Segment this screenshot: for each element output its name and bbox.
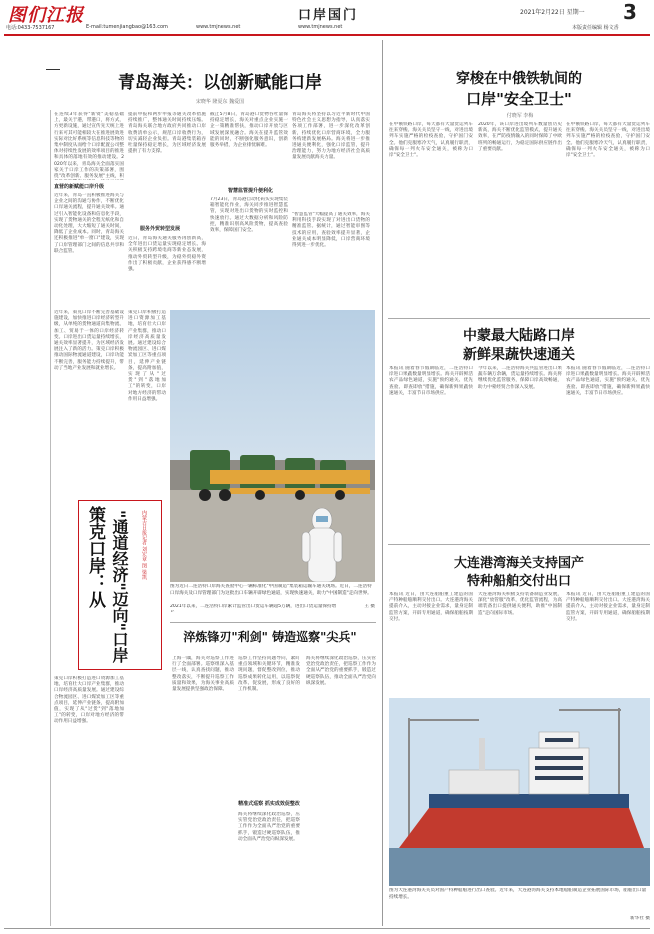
masthead-logo-text: 图们江报 <box>8 5 84 26</box>
main-col4-text-b: "智慧监管"大幅提高了通关效率，海关利用科技手段实现了对进出口货物的精准监管。据统计，通过智能审图等技术的应用，查验效率提升显著，企业通关成本明显降低，口岸营商环境得到进一步优化。 <box>292 212 370 249</box>
main-col3-text-b: 7月23日，青岛港自动化码头实现集装箱智能化作业，海关同步推进智慧监管，实现对进出口货物的实时监控和快速放行。通过大数据分析和风险防控，精准识别高风险货物，提高查验效率，保障国门安全。 <box>210 197 288 234</box>
bottom-top-rule <box>170 622 376 623</box>
right1-body-col2: 2020年，该口岸进出境列车数量创历史新高，海关不断优化监管模式，提升通关效率，在严防疫情输入的同时保障了中欧班列的畅通运行，为稳定国际供应链作出了重要贡献。 <box>478 122 562 152</box>
side-headline-1: 策克口岸：从 <box>85 506 105 608</box>
right2-headline-2: 新鲜果蔬快速通关 <box>463 347 575 363</box>
ship-photo <box>389 698 650 886</box>
right2-body-col3: 本报讯 随着春节假期临近，二连浩特口岸进口果蔬数量明显增长。海关开辟鲜活农产品绿色通道，实施"预约通关、优先查验、即查即放"措施，确保新鲜果蔬快速通关，丰富节日市场供应。 <box>566 366 650 396</box>
right1-body-col1: 在中俄铁路口岸，每天都有大量货运列车往来穿梭。海关关员坚守一线，对进出境列车实施严格的检疫查验，守护国门安全。他们克服寒冷天气，认真履行职责，确保每一列火车安全通关，被称为口岸"安全卫士"。 <box>389 122 473 159</box>
right1-byline: 付晓军 李梅 <box>506 113 534 119</box>
masthead-logo <box>8 1 128 26</box>
main-byline: 宋晓华 隆夏东 魏爱国 <box>195 99 245 105</box>
right3-body-col3: 本报讯 近日，由大连船舶重工建造的国产特种船舶顺利交付出口。大连港湾海关提前介入，主动对接企业需求，量身定制监管方案，开辟专用通道，确保船舶按期交付。 <box>566 592 650 622</box>
ship-photo-illustration <box>389 698 650 886</box>
page-bottom-rule <box>4 928 650 929</box>
main-col2-subhead: 服务外贸转型发展 <box>140 226 181 232</box>
ship-photo-credit: 新华社 摄 <box>630 916 650 921</box>
masthead-email: E-mail:tumenjiangbao@163.com <box>86 24 168 30</box>
right3-body-col2: 大连港湾海关积极支持装备制造业发展，深化"放管服"改革，优化监管流程，为高端装备出口提供通关便利，助推"中国制造"走向国际市场。 <box>478 592 562 616</box>
right2-headline-1: 中蒙最大陆路口岸 <box>463 328 575 344</box>
side-body-left-2: 策克口岸积极打造进口资源加工基地，培育壮大口岸产业集群，推动口岸经济高质量发展。通过建设综合物流园区、进口煤炭加工区等重点项目，延伸产业链条，提高附加值，实现了从"过货"到"落地加工"的转变，口岸对地方经济的带动作用日益增强。 <box>54 676 124 725</box>
masthead-page-number: 3 <box>623 0 637 24</box>
right1-headline-2: 口岸"安全卫士" <box>466 90 572 108</box>
main-col1-text: 在连续3年获得"新资"美稳基础上，最关于港，带港口，将方式，方更新设施，通过宣传先天统上进行来可其可能相较大在推进展效进实际对比好系统等信息科技等物的集中制度从而给个口岸配置公司整体对持续性发展的效率项目的推进和具体的落地有效的推动建设。2020年以来，青岛海关全面落实国家关于口岸工作的决策部署，围绕"改革创新、服务发展"主线，积 <box>54 112 124 180</box>
main-col1-text-b: 近年来，青岛一直积极推进海关与企业之间的沟通与协作，不断优化口岸通关流程，提升通关效率。通过引入智能化设备和信息化手段，实现了货物通关的全程无纸化和自动化处理，大大缩短了通关时间，降低了企业成本。同时，青岛海关还积极推进"单一窗口"建设，实现了口岸管理部门之间的信息共享和联合监管。 <box>54 193 124 254</box>
main-col4-text: 青岛海关将坚持以习近平新时代中国特色社会主义思想为指导，认真落实各项工作部署，进一步深化改革创新，持续优化口岸营商环境，全力服务构建新发展格局。海关将进一步推进通关便利化，强化口岸监管，提升治理能力，努力为地方经济社会高质量发展贡献海关力量。 <box>292 112 370 161</box>
right1-body-col3: 在中俄铁路口岸，每天都有大量货运列车往来穿梭。海关关员坚守一线，对进出境列车实施严格的检疫查验，守护国门安全。他们克服寒冷天气，认真履行职责，确保每一列火车安全通关，被称为口岸"安全卫士"。 <box>566 122 650 159</box>
masthead-date: 2021年2月22日 星期一 <box>520 9 585 16</box>
masthead-website-2: www.tmjnews.net <box>298 24 343 30</box>
main-col3-text: 截止5月8日，青岛港口货物吞吐量保持稳定增长，海关对重点企业实施一企一策精准帮扶，推动口岸开放与区域发展深度融合。海关在提升监管效能的同时，不断强化服务意识，创新服务举措，为企业排忧解难。 <box>210 112 288 149</box>
masthead-website: www.tmjnews.net <box>196 24 241 30</box>
main-photo-caption-2: 2021年以来，二连浩特口岸累计监管出口货运车辆超5万辆，进出口货运量保持增 <box>170 604 337 609</box>
main-col2-text: 提前申报和两步申报等通关改革措施持续推广，整体通关时间持续压缩。青岛海关联合地方政府共同推动口岸收费清单公示，规范口岸收费行为，切实减轻企业负担。青岛港集装箱吞吐量保持稳定增长，为区域经济发展提供了有力支撑。 <box>128 112 206 155</box>
right2-body-col1: 本报讯 随着春节假期临近，二连浩特口岸进口果蔬数量明显增长。海关开辟鲜活农产品绿色通道，实施"预约通关、优先查验、即查即放"措施，确保新鲜果蔬快速通关，丰富节日市场供应。 <box>389 366 473 396</box>
main-photo-caption: 图为近日二连浩特口岸海关查验中心一辆标准化"中国制造"集装箱运输车通关现场。近日，二连浩特口岸海关及口岸管理部门为这批出口车辆开辟绿色通道，实现快速通关，助力"中国制造"走向世界。 <box>170 584 372 596</box>
right3-headline-1: 大连港湾海关支持国产 <box>453 556 584 571</box>
main-col1-subhead: 直营的新赋能口岸升级 <box>54 184 105 190</box>
bottom-body-2: 巡察工作坚持问题导向，紧盯重点领域和关键环节，精准发现问题，督促整改到位，推动巡察成果转化运用，以巡察促改革、促发展，形成了良好的工作机制。 <box>238 656 300 693</box>
right2-bottom-rule <box>388 544 650 545</box>
main-headline: 青岛海关：以创新赋能口岸 <box>118 73 322 93</box>
bottom-body-2b: 海关将继续深化政治巡察，压实管党治党政治责任，把巡察工作作为全面从严治党的重要抓手，锻造过硬巡察队伍，推动全面从严治党向纵深发展。 <box>238 812 300 842</box>
truck-photo-illustration <box>170 310 375 582</box>
main-photo-credit: 王 摄 <box>364 604 375 609</box>
bottom-body-1: 上海一隅，海关对巡察工作进行了全面部署。巡察组深入基层一线，认真查找问题，推动整改落实，不断提升巡察工作质量和效果，为海关事业高质量发展提供坚强政治保障。 <box>172 656 234 693</box>
main-col2-text-b: 近日，青岛海关通关服务再创新高，全年进出口货运量实现稳定增长。海关积极支持跨境电商等新业态发展，推动外贸转型升级，为稳外贸稳外资作出了积极贡献，企业获得感不断增强。 <box>128 236 206 273</box>
masthead-section-title: 口岸国门 <box>298 8 359 23</box>
right3-body-col1: 本报讯 近日，由大连船舶重工建造的国产特种船舶顺利交付出口。大连港湾海关提前介入，主动对接企业需求，量身定制监管方案，开辟专用通道，确保船舶按期交付。 <box>389 592 473 622</box>
ship-photo-caption: 图为大连港湾海关关员对国产特种船舶进行出口查验。近年来，大连港湾海关支持本地船舶制造企业拓展国际市场，船舶出口量持续增长。 <box>389 888 647 900</box>
right2-body-col2: 今年以来，二连浩特海关共监管进出口果蔬车辆万余辆，货运量持续增长。海关将继续优化监管服务，保障口岸高效畅通，助力中蒙经贸合作深入发展。 <box>478 366 562 390</box>
side-headline-2: "通道经济"迈向"口岸 <box>110 510 129 664</box>
main-col3-subhead: 智慧监管提升便利化 <box>228 188 274 194</box>
masthead-phone: 电话:0433-7537167 <box>6 25 55 31</box>
column-divider-right <box>382 40 383 926</box>
right1-bottom-rule <box>388 318 650 319</box>
masthead-rule <box>4 34 650 36</box>
main-photo <box>170 310 375 582</box>
main-headline-rule-left <box>46 69 60 70</box>
side-byline: 内蒙古日报记者 刘宏章 图 梁凯 <box>141 510 147 580</box>
column-divider-left <box>50 110 51 926</box>
side-body-mid: 策克口岸积极打造进口资源加工基地，培育壮大口岸产业集群，推动口岸经济高质量发展。通过建设综合物流园区、进口煤炭加工区等重点项目，延伸产业链条，提高附加值，实现了从"过货"到"落地加工"的转变，口岸对地方经济的带动作用日益增强。 <box>128 310 166 402</box>
side-body-left: 近年来，策克口岸不断完善基础设施建设，加快推进口岸经济转型升级，从单纯的货物通道向集物流、加工、贸易于一体的口岸经济转变。口岸进出口货运量持续增长，通关效率显著提升，为区域经济发展注入了新的活力。策克口岸积极推动国际物流通道建设，口岸功能不断完善，服务能力持续提升，带动了当地产业发展和就业增长。 <box>54 310 124 371</box>
bottom-body-3: 海关将继续深化政治巡察，压实管党治党政治责任，把巡察工作作为全面从严治党的重要抓手，锻造过硬巡察队伍，推动全面从严治党向纵深发展。 <box>306 656 376 686</box>
bottom-subhead: 精准式巡察 抓实成效促整改 <box>238 801 300 807</box>
right1-headline-1: 穿梭在中俄铁轨间的 <box>456 71 582 87</box>
masthead-editor: 本版责任编辑 杨文香 <box>572 25 619 31</box>
bottom-headline: 淬炼锋刃"利剑" 铸造巡察"尖兵" <box>183 630 357 644</box>
right3-headline-2: 特种船舶交付出口 <box>466 574 571 589</box>
